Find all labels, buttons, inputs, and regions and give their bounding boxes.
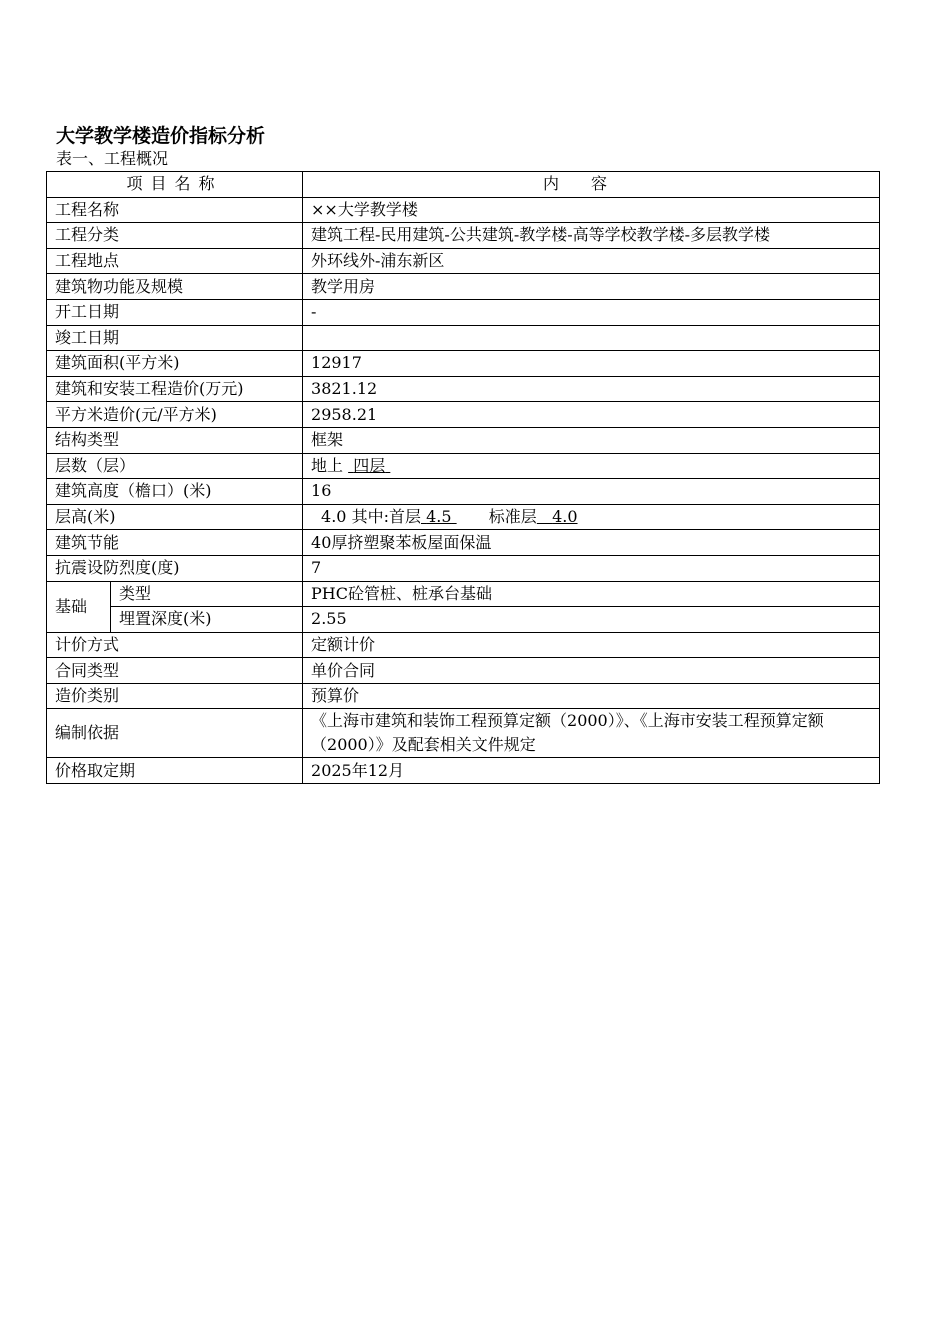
row-label: 编制依据 <box>47 709 303 758</box>
row-value: 外环线外-浦东新区 <box>303 248 880 274</box>
document-page <box>46 123 879 784</box>
table-row <box>47 299 880 325</box>
table-row <box>47 376 880 402</box>
row-value: 预算价 <box>303 683 880 709</box>
header-content: 内容 <box>303 172 880 198</box>
row-value <box>303 453 880 479</box>
floor-height-total: 4.0 <box>321 507 347 527</box>
row-value: 定额计价 <box>303 632 880 658</box>
row-label: 建筑面积(平方米) <box>47 351 303 377</box>
row-label: 工程分类 <box>47 223 303 249</box>
table-row <box>47 632 880 658</box>
table-row <box>47 607 880 633</box>
row-value: 40厚挤塑聚苯板屋面保温 <box>303 530 880 556</box>
row-label: 价格取定期 <box>47 758 303 784</box>
table-row <box>47 402 880 428</box>
row-label: 结构类型 <box>47 427 303 453</box>
row-value: 7 <box>303 555 880 581</box>
table-row <box>47 427 880 453</box>
row-label: 建筑节能 <box>47 530 303 556</box>
table-row <box>47 223 880 249</box>
row-label: 建筑高度（檐口）(米) <box>47 479 303 505</box>
table-row <box>47 351 880 377</box>
row-value: 3821.12 <box>303 376 880 402</box>
row-value <box>303 325 880 351</box>
row-value: 《上海市建筑和装饰工程预算定额（2000）》、《上海市安装工程预算定额（2000）》及配套相关文件规定 <box>303 709 880 758</box>
standard-floor-label: 标准层 <box>488 507 537 527</box>
foundation-label: 基础 <box>47 581 111 632</box>
row-value: ××大学教学楼 <box>303 197 880 223</box>
first-floor-value: 4.5 <box>426 507 452 527</box>
foundation-depth-label: 埋置深度(米) <box>111 607 303 633</box>
row-value: 12917 <box>303 351 880 377</box>
table-caption: 表一、工程概况 <box>56 149 169 168</box>
table-row <box>47 248 880 274</box>
table-row <box>47 555 880 581</box>
row-label: 造价类别 <box>47 683 303 709</box>
row-value: 教学用房 <box>303 274 880 300</box>
row-label: 工程地点 <box>47 248 303 274</box>
row-label: 开工日期 <box>47 299 303 325</box>
table-row <box>47 658 880 684</box>
row-value: 2025年12月 <box>303 758 880 784</box>
row-label: 合同类型 <box>47 658 303 684</box>
floor-height-first <box>421 507 457 526</box>
row-label: 竣工日期 <box>47 325 303 351</box>
foundation-type-label: 类型 <box>111 581 303 607</box>
table-row <box>47 479 880 505</box>
standard-floor-value: 4.0 <box>552 507 578 527</box>
row-label: 层数（层） <box>47 453 303 479</box>
table-row <box>47 325 880 351</box>
foundation-depth-value: 2.55 <box>303 607 880 633</box>
row-label: 建筑和安装工程造价(万元) <box>47 376 303 402</box>
table-row <box>47 274 880 300</box>
row-value: 单价合同 <box>303 658 880 684</box>
row-value: 16 <box>303 479 880 505</box>
row-label: 层高(米) <box>47 504 303 530</box>
table-row <box>47 453 880 479</box>
table-row <box>47 709 880 758</box>
row-label: 平方米造价(元/平方米) <box>47 402 303 428</box>
table-row <box>47 683 880 709</box>
row-label: 工程名称 <box>47 197 303 223</box>
row-label: 建筑物功能及规模 <box>47 274 303 300</box>
standard-floor-height <box>537 507 578 526</box>
row-label: 计价方式 <box>47 632 303 658</box>
table-row <box>47 504 880 530</box>
table-row <box>47 530 880 556</box>
floor-height-mid: 其中:首层 <box>351 507 421 527</box>
table-row <box>47 758 880 784</box>
table-row <box>47 581 880 607</box>
row-label: 抗震设防烈度(度) <box>47 555 303 581</box>
table-header-row <box>47 172 880 198</box>
table-row <box>47 197 880 223</box>
floors-prefix: 地上 <box>311 455 344 475</box>
row-value: 2958.21 <box>303 402 880 428</box>
foundation-type-value: PHC砼管桩、桩承台基础 <box>303 581 880 607</box>
header-item-name: 项目名称 <box>47 172 303 198</box>
row-value: 框架 <box>303 427 880 453</box>
document-title: 大学教学楼造价指标分析 <box>56 125 266 147</box>
project-overview-table <box>46 171 880 784</box>
row-value: 建筑工程-民用建筑-公共建筑-教学楼-高等学校教学楼-多层教学楼 <box>303 223 880 249</box>
floors-value <box>348 456 390 475</box>
floors-count: 四层 <box>353 455 386 475</box>
row-value <box>303 504 880 530</box>
row-value: - <box>303 299 880 325</box>
